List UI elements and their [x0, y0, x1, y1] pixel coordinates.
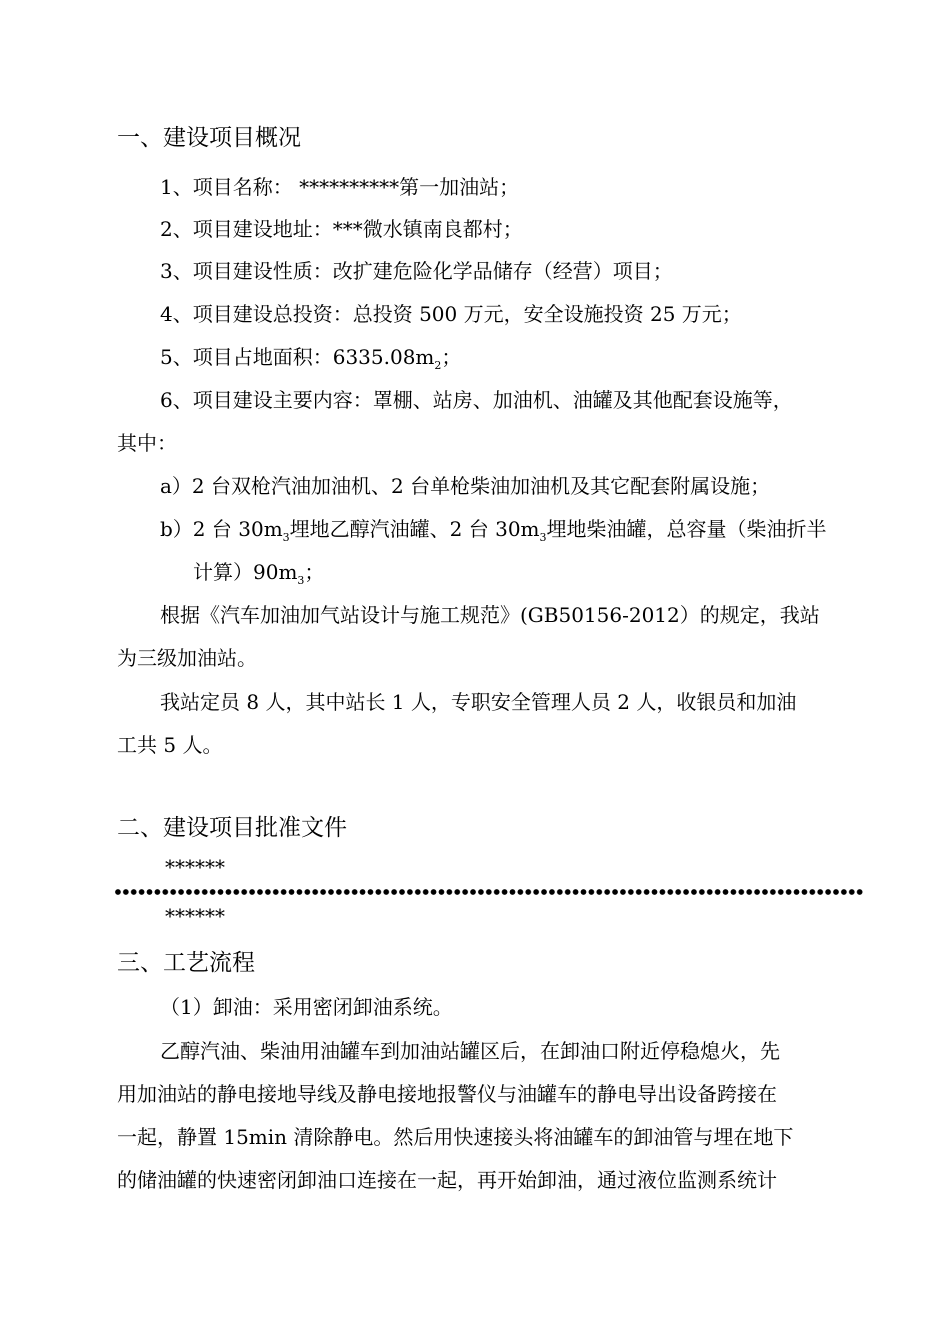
project-name-line: 1、项目名称： **********第一加油站；: [160, 175, 520, 199]
project-content-line2: 其中：: [117, 431, 177, 455]
redacted-text: ******: [165, 904, 225, 928]
dotted-separator: [114, 888, 864, 896]
section2-heading: 二、建设项目批准文件: [117, 815, 347, 841]
project-address-line: 2、项目建设地址：***微水镇南良都村；: [160, 217, 523, 241]
section3-heading: 三、工艺流程: [117, 950, 255, 976]
regulation-para-line2: 为三级加油站。: [117, 646, 257, 670]
sub-item-b-line2: [193, 556, 324, 585]
sub-b-text2: 埋地乙醇汽油罐、2 台 30m: [289, 517, 540, 541]
project-area-line: [160, 341, 461, 370]
redacted-text: ******: [165, 855, 225, 879]
sub-b-text1: b）2 台 30m: [160, 517, 283, 541]
project-investment-line: 4、项目建设总投资：总投资 500 万元，安全设施投资 25 万元；: [160, 302, 742, 326]
volume-exponent: 3: [297, 574, 305, 587]
sub-b-text3: 埋地柴油罐，总容量（柴油折半: [546, 517, 827, 541]
volume-exponent: 3: [539, 531, 547, 544]
process-para-line4: 的储油罐的快速密闭卸油口连接在一起，再开始卸油，通过液位监测系统计: [117, 1168, 777, 1192]
staff-para-line1: 我站定员 8 人，其中站长 1 人，专职安全管理人员 2 人，收银员和加油: [160, 690, 797, 714]
sub-b-text4: 计算）90m: [193, 560, 298, 584]
process-para-line3: 一起，静置 15min 清除静电。然后用快速接头将油罐车的卸油管与埋在地下: [117, 1125, 794, 1149]
sub-item-b-line1: [160, 513, 827, 542]
area-text: 5、项目占地面积：6335.08m: [160, 345, 435, 369]
volume-exponent: 3: [282, 531, 290, 544]
section1-heading: 一、建设项目概况: [117, 125, 301, 151]
staff-para-line2: 工共 5 人。: [117, 733, 223, 757]
area-end: ；: [441, 345, 462, 369]
area-unit-exponent: 2: [434, 359, 442, 372]
unloading-step-line: （1）卸油：采用密闭卸油系统。: [160, 995, 453, 1019]
sub-b-text5: ；: [304, 560, 325, 584]
process-para-line1: 乙醇汽油、柴油用油罐车到加油站罐区后，在卸油口附近停稳熄火，先: [160, 1039, 780, 1063]
project-content-line1: 6、项目建设主要内容：罩棚、站房、加油机、油罐及其他配套设施等，: [160, 388, 793, 412]
process-para-line2: 用加油站的静电接地导线及静电接地报警仪与油罐车的静电导出设备跨接在: [117, 1082, 777, 1106]
project-nature-line: 3、项目建设性质：改扩建危险化学品储存（经营）项目；: [160, 259, 673, 283]
regulation-para-line1: 根据《汽车加油加气站设计与施工规范》(GB50156-2012）的规定，我站: [160, 603, 820, 627]
sub-item-a: a）2 台双枪汽油加油机、2 台单枪柴油加油机及其它配套附属设施；: [160, 474, 771, 498]
